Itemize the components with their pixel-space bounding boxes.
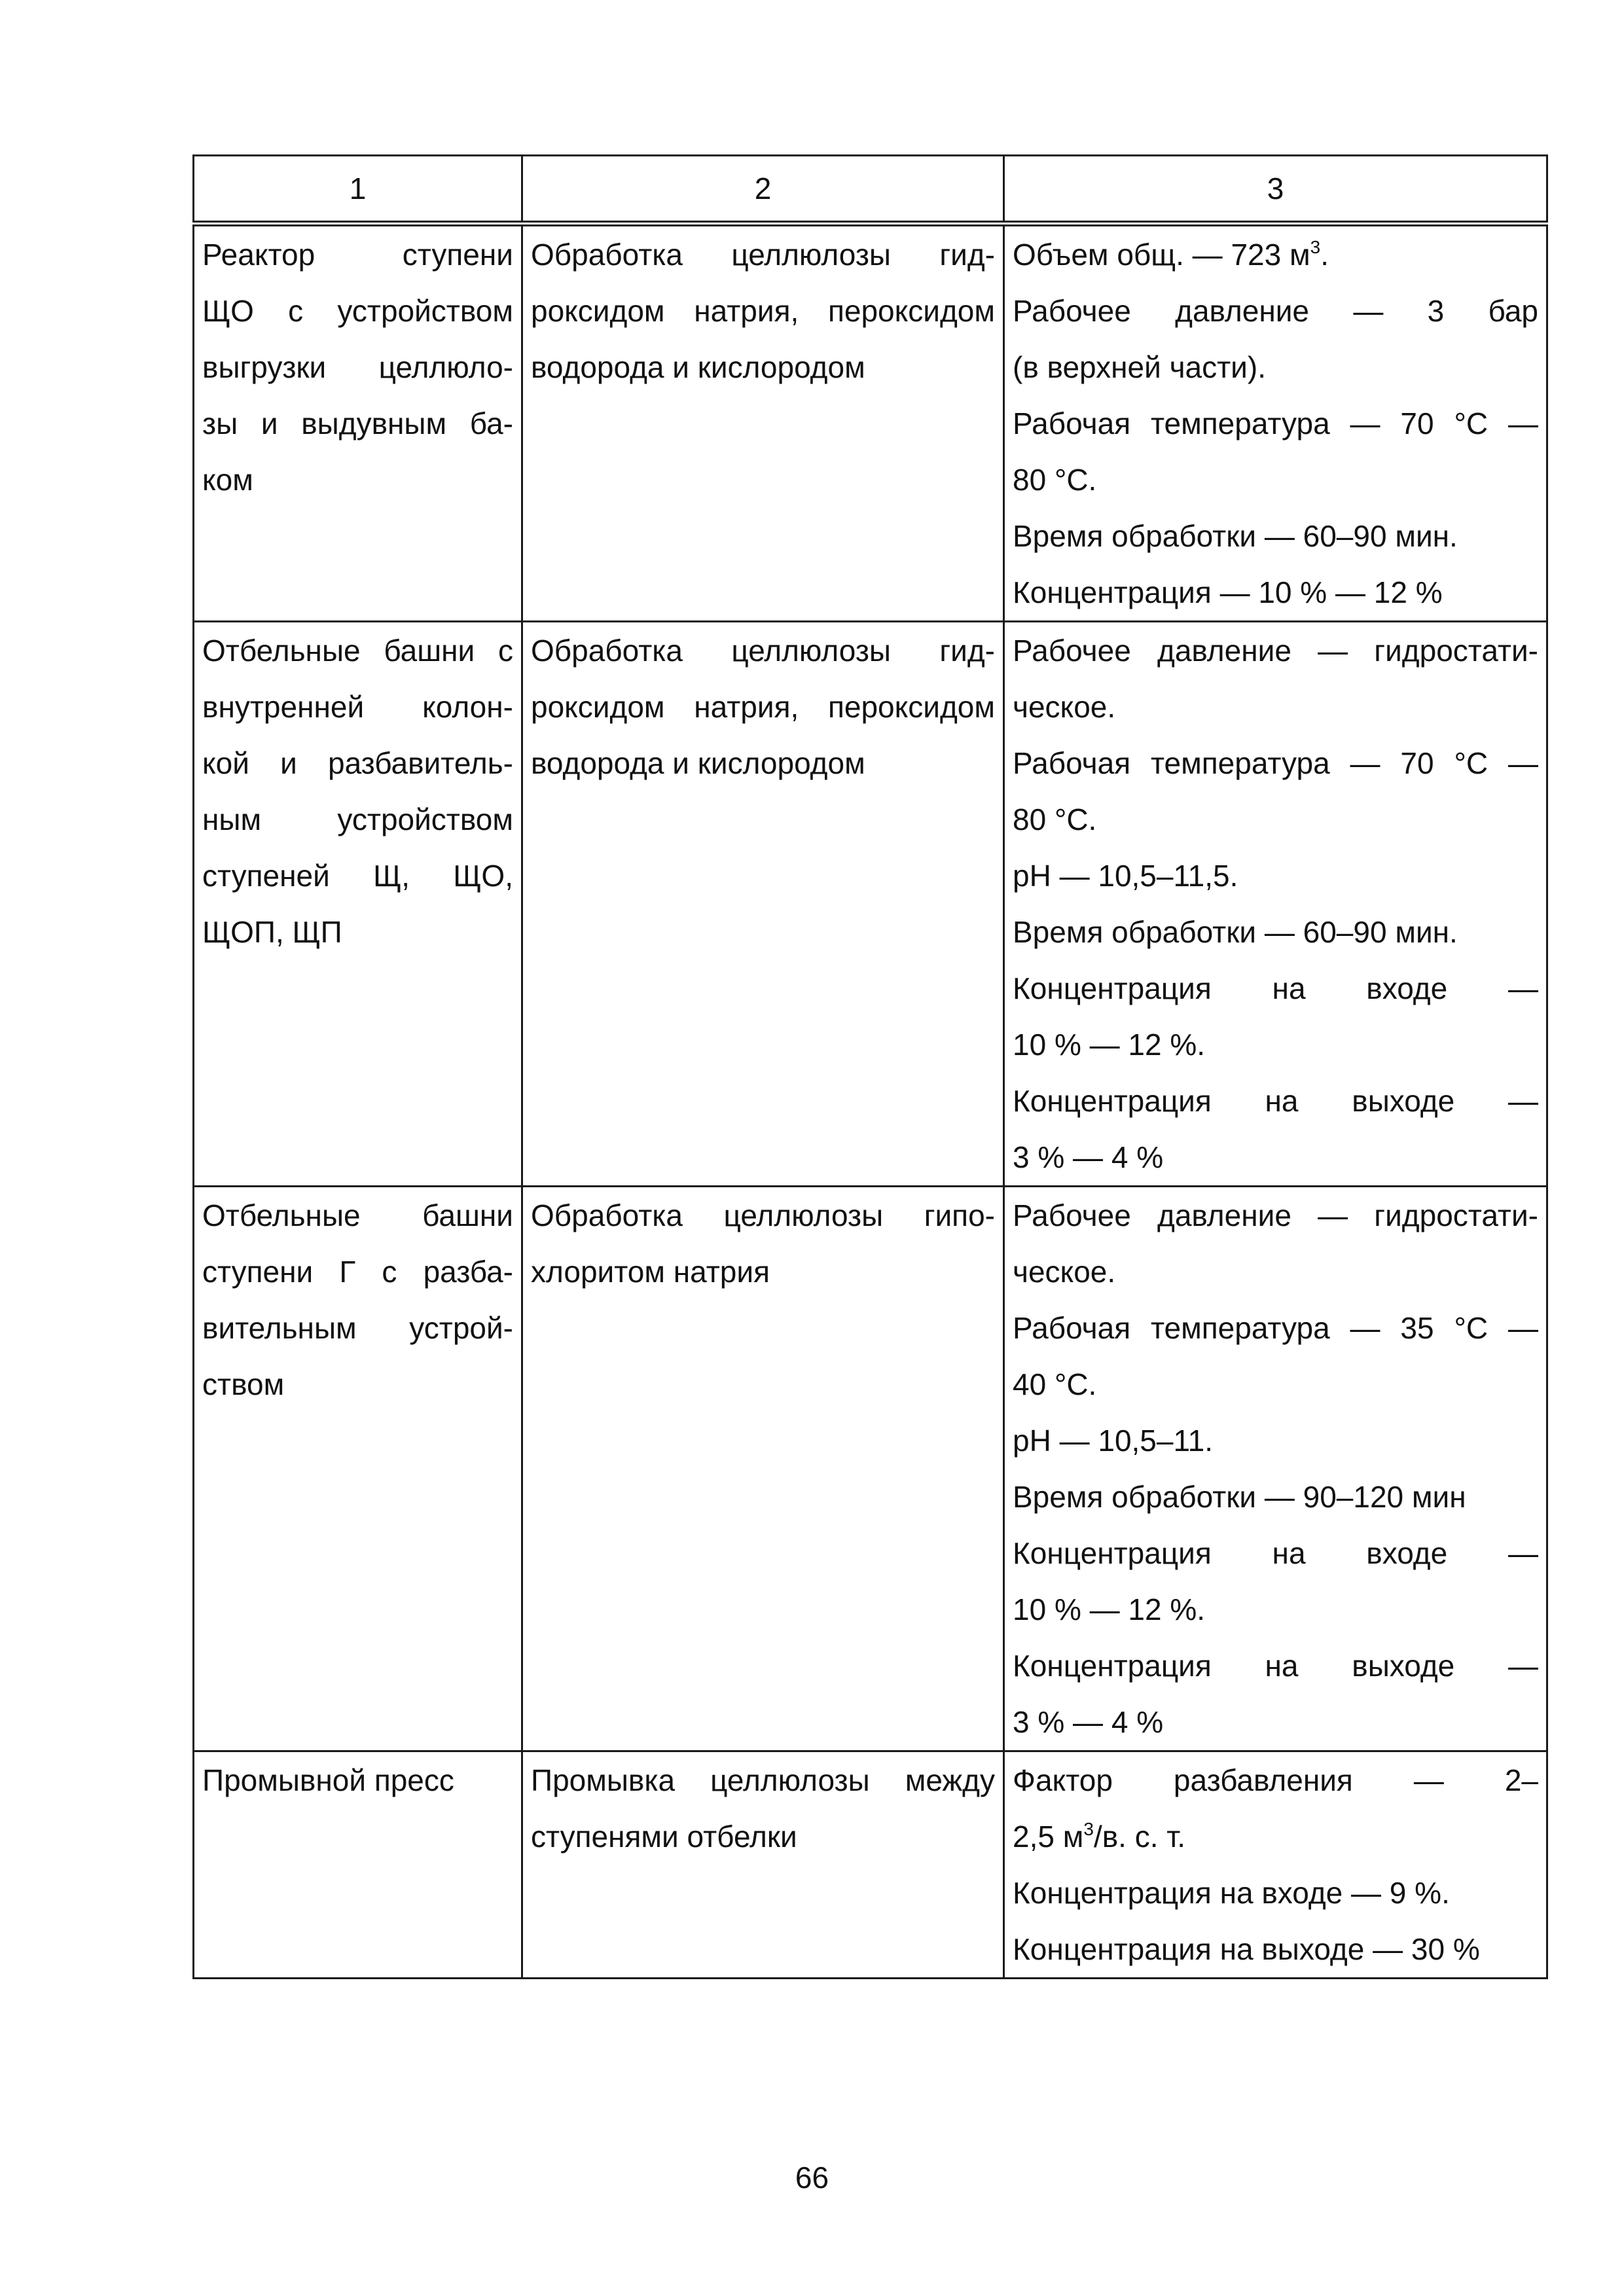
cell-purpose (522, 1187, 1004, 1751)
cell-purpose (522, 224, 1004, 622)
line-text: Время обработки — 90–120 мин (1013, 1480, 1466, 1514)
cell-line (1013, 283, 1538, 339)
line-text: роксидом натрия, пероксидом (531, 690, 995, 724)
table-row (194, 224, 1547, 622)
page-number: 66 (795, 2161, 829, 2195)
line-text: 10 % — 12 %. (1013, 1592, 1206, 1626)
line-text-after: /в. с. т. (1093, 1820, 1186, 1854)
cell-line (1013, 1129, 1538, 1185)
cell-name (194, 622, 522, 1187)
cell-line (1013, 1865, 1538, 1921)
cell-line (531, 283, 995, 339)
table-body (194, 224, 1547, 1979)
cell-line (202, 622, 513, 679)
line-text: Время обработки — 60–90 мин. (1013, 915, 1458, 949)
cell-line (1013, 226, 1538, 283)
cell-line (202, 791, 513, 848)
line-text: Рабочее давление — гидростати- (1013, 1198, 1538, 1232)
superscript: 3 (1310, 237, 1321, 257)
line-text: 40 °С. (1013, 1367, 1097, 1401)
cell-line (531, 679, 995, 735)
cell-line (531, 622, 995, 679)
line-text: ным устройством (202, 802, 513, 836)
cell-line (531, 1808, 995, 1865)
cell-purpose (522, 1751, 1004, 1979)
line-text: Обработка целлюлозы гид- (531, 634, 995, 668)
line-text: Рабочая температура — 35 °С — (1013, 1311, 1538, 1345)
cell-line (202, 226, 513, 283)
cell-line (202, 1244, 513, 1300)
line-text: Концентрация на выходе — 30 % (1013, 1932, 1480, 1966)
line-text: Концентрация на выходе — (1013, 1084, 1538, 1118)
cell-line (1013, 1469, 1538, 1525)
table-row (194, 1751, 1547, 1979)
superscript: 3 (1083, 1819, 1094, 1839)
cell-line (202, 1356, 513, 1412)
cell-line (531, 1752, 995, 1808)
cell-name (194, 1187, 522, 1751)
cell-line (1013, 1525, 1538, 1581)
line-text: ЩО с устройством (202, 294, 513, 328)
cell-line (1013, 848, 1538, 904)
table-row (194, 622, 1547, 1187)
header-row (194, 156, 1547, 224)
line-text: ком (202, 463, 253, 497)
cell-line (1013, 1244, 1538, 1300)
cell-line (1013, 1808, 1538, 1865)
cell-line (1013, 622, 1538, 679)
cell-line (531, 1244, 995, 1300)
cell-line (1013, 1016, 1538, 1073)
cell-line (1013, 564, 1538, 620)
cell-params (1004, 622, 1547, 1187)
cell-line (1013, 1300, 1538, 1356)
cell-params (1004, 1187, 1547, 1751)
line-text: кой и разбавитель- (202, 746, 513, 780)
cell-line (202, 339, 513, 395)
cell-line (1013, 1412, 1538, 1469)
line-text: Время обработки — 60–90 мин. (1013, 519, 1458, 553)
line-text: Промывка целлюлозы между (531, 1763, 995, 1797)
cell-line (202, 395, 513, 452)
line-text: выгрузки целлюло- (202, 350, 513, 384)
line-text: внутренней колон- (202, 690, 513, 724)
line-text: Отбельные башни с (202, 634, 513, 668)
line-text: (в верхней части). (1013, 350, 1266, 384)
line-text: ЩОП, ЩП (202, 915, 342, 949)
cell-line (1013, 1638, 1538, 1694)
header-col-3: 3 (1004, 156, 1547, 224)
line-text: ступени Г с разба- (202, 1255, 513, 1289)
line-text: 80 °С. (1013, 463, 1097, 497)
line-text: ством (202, 1367, 285, 1401)
header-col-1: 1 (194, 156, 522, 224)
line-text: Концентрация на выходе — (1013, 1649, 1538, 1683)
cell-line (1013, 1581, 1538, 1638)
line-text: водорода и кислородом (531, 746, 865, 780)
cell-line (531, 339, 995, 395)
cell-line (1013, 395, 1538, 452)
cell-line (1013, 508, 1538, 564)
cell-line (531, 226, 995, 283)
line-text: Рабочее давление — гидростати- (1013, 634, 1538, 668)
table-row (194, 1187, 1547, 1751)
cell-line (202, 1187, 513, 1244)
line-text: Отбельные башни (202, 1198, 513, 1232)
line-text: Промывной пресс (202, 1763, 454, 1797)
line-text: зы и выдувным ба- (202, 406, 513, 440)
cell-line (1013, 735, 1538, 791)
line-text: 3 % — 4 % (1013, 1140, 1164, 1174)
cell-line (202, 735, 513, 791)
cell-line (1013, 452, 1538, 508)
line-text: ступенями отбелки (531, 1820, 797, 1854)
line-text: 2,5 м (1013, 1820, 1084, 1854)
cell-line (1013, 339, 1538, 395)
equipment-table (192, 154, 1548, 1979)
cell-line (202, 848, 513, 904)
cell-line (531, 735, 995, 791)
cell-line (202, 679, 513, 735)
cell-line (202, 283, 513, 339)
line-text: Концентрация на входе — (1013, 1536, 1538, 1570)
line-text: хлоритом натрия (531, 1255, 770, 1289)
cell-line (1013, 1073, 1538, 1129)
cell-line (1013, 1187, 1538, 1244)
line-text: 80 °С. (1013, 802, 1097, 836)
line-text: pH — 10,5–11. (1013, 1424, 1214, 1458)
header-col-2: 2 (522, 156, 1004, 224)
line-text: Объем общ. — 723 м (1013, 238, 1310, 272)
line-text: Реактор ступени (202, 238, 513, 272)
line-text: Концентрация — 10 % — 12 % (1013, 575, 1443, 609)
cell-line (1013, 904, 1538, 960)
line-text: Фактор разбавления — 2– (1013, 1763, 1538, 1797)
line-text-after: . (1320, 238, 1329, 272)
line-text: 3 % — 4 % (1013, 1705, 1164, 1739)
cell-line (1013, 1356, 1538, 1412)
cell-params (1004, 1751, 1547, 1979)
line-text: Рабочая температура — 70 °С — (1013, 746, 1538, 780)
table-header (194, 156, 1547, 224)
line-text: Концентрация на входе — (1013, 971, 1538, 1005)
cell-purpose (522, 622, 1004, 1187)
line-text: Концентрация на входе — 9 %. (1013, 1876, 1450, 1910)
line-text: pH — 10,5–11,5. (1013, 859, 1238, 893)
line-text: водорода и кислородом (531, 350, 865, 384)
cell-line (531, 1187, 995, 1244)
line-text: Рабочая температура — 70 °С — (1013, 406, 1538, 440)
line-text: ческое. (1013, 1255, 1116, 1289)
cell-line (1013, 1752, 1538, 1808)
cell-params (1004, 224, 1547, 622)
cell-line (1013, 1921, 1538, 1977)
line-text: Рабочее давление — 3 бар (1013, 294, 1538, 328)
cell-line (202, 1300, 513, 1356)
cell-line (202, 1752, 513, 1808)
cell-line (1013, 1694, 1538, 1750)
cell-line (1013, 791, 1538, 848)
line-text: вительным устрой- (202, 1311, 513, 1345)
line-text: ступеней Щ, ЩО, (202, 859, 513, 893)
cell-line (202, 452, 513, 508)
line-text: 10 % — 12 %. (1013, 1028, 1206, 1062)
cell-name (194, 1751, 522, 1979)
cell-name (194, 224, 522, 622)
cell-line (1013, 960, 1538, 1016)
cell-line (1013, 679, 1538, 735)
line-text: роксидом натрия, пероксидом (531, 294, 995, 328)
line-text: Обработка целлюлозы гид- (531, 238, 995, 272)
cell-line (202, 904, 513, 960)
line-text: Обработка целлюлозы гипо- (531, 1198, 995, 1232)
line-text: ческое. (1013, 690, 1116, 724)
